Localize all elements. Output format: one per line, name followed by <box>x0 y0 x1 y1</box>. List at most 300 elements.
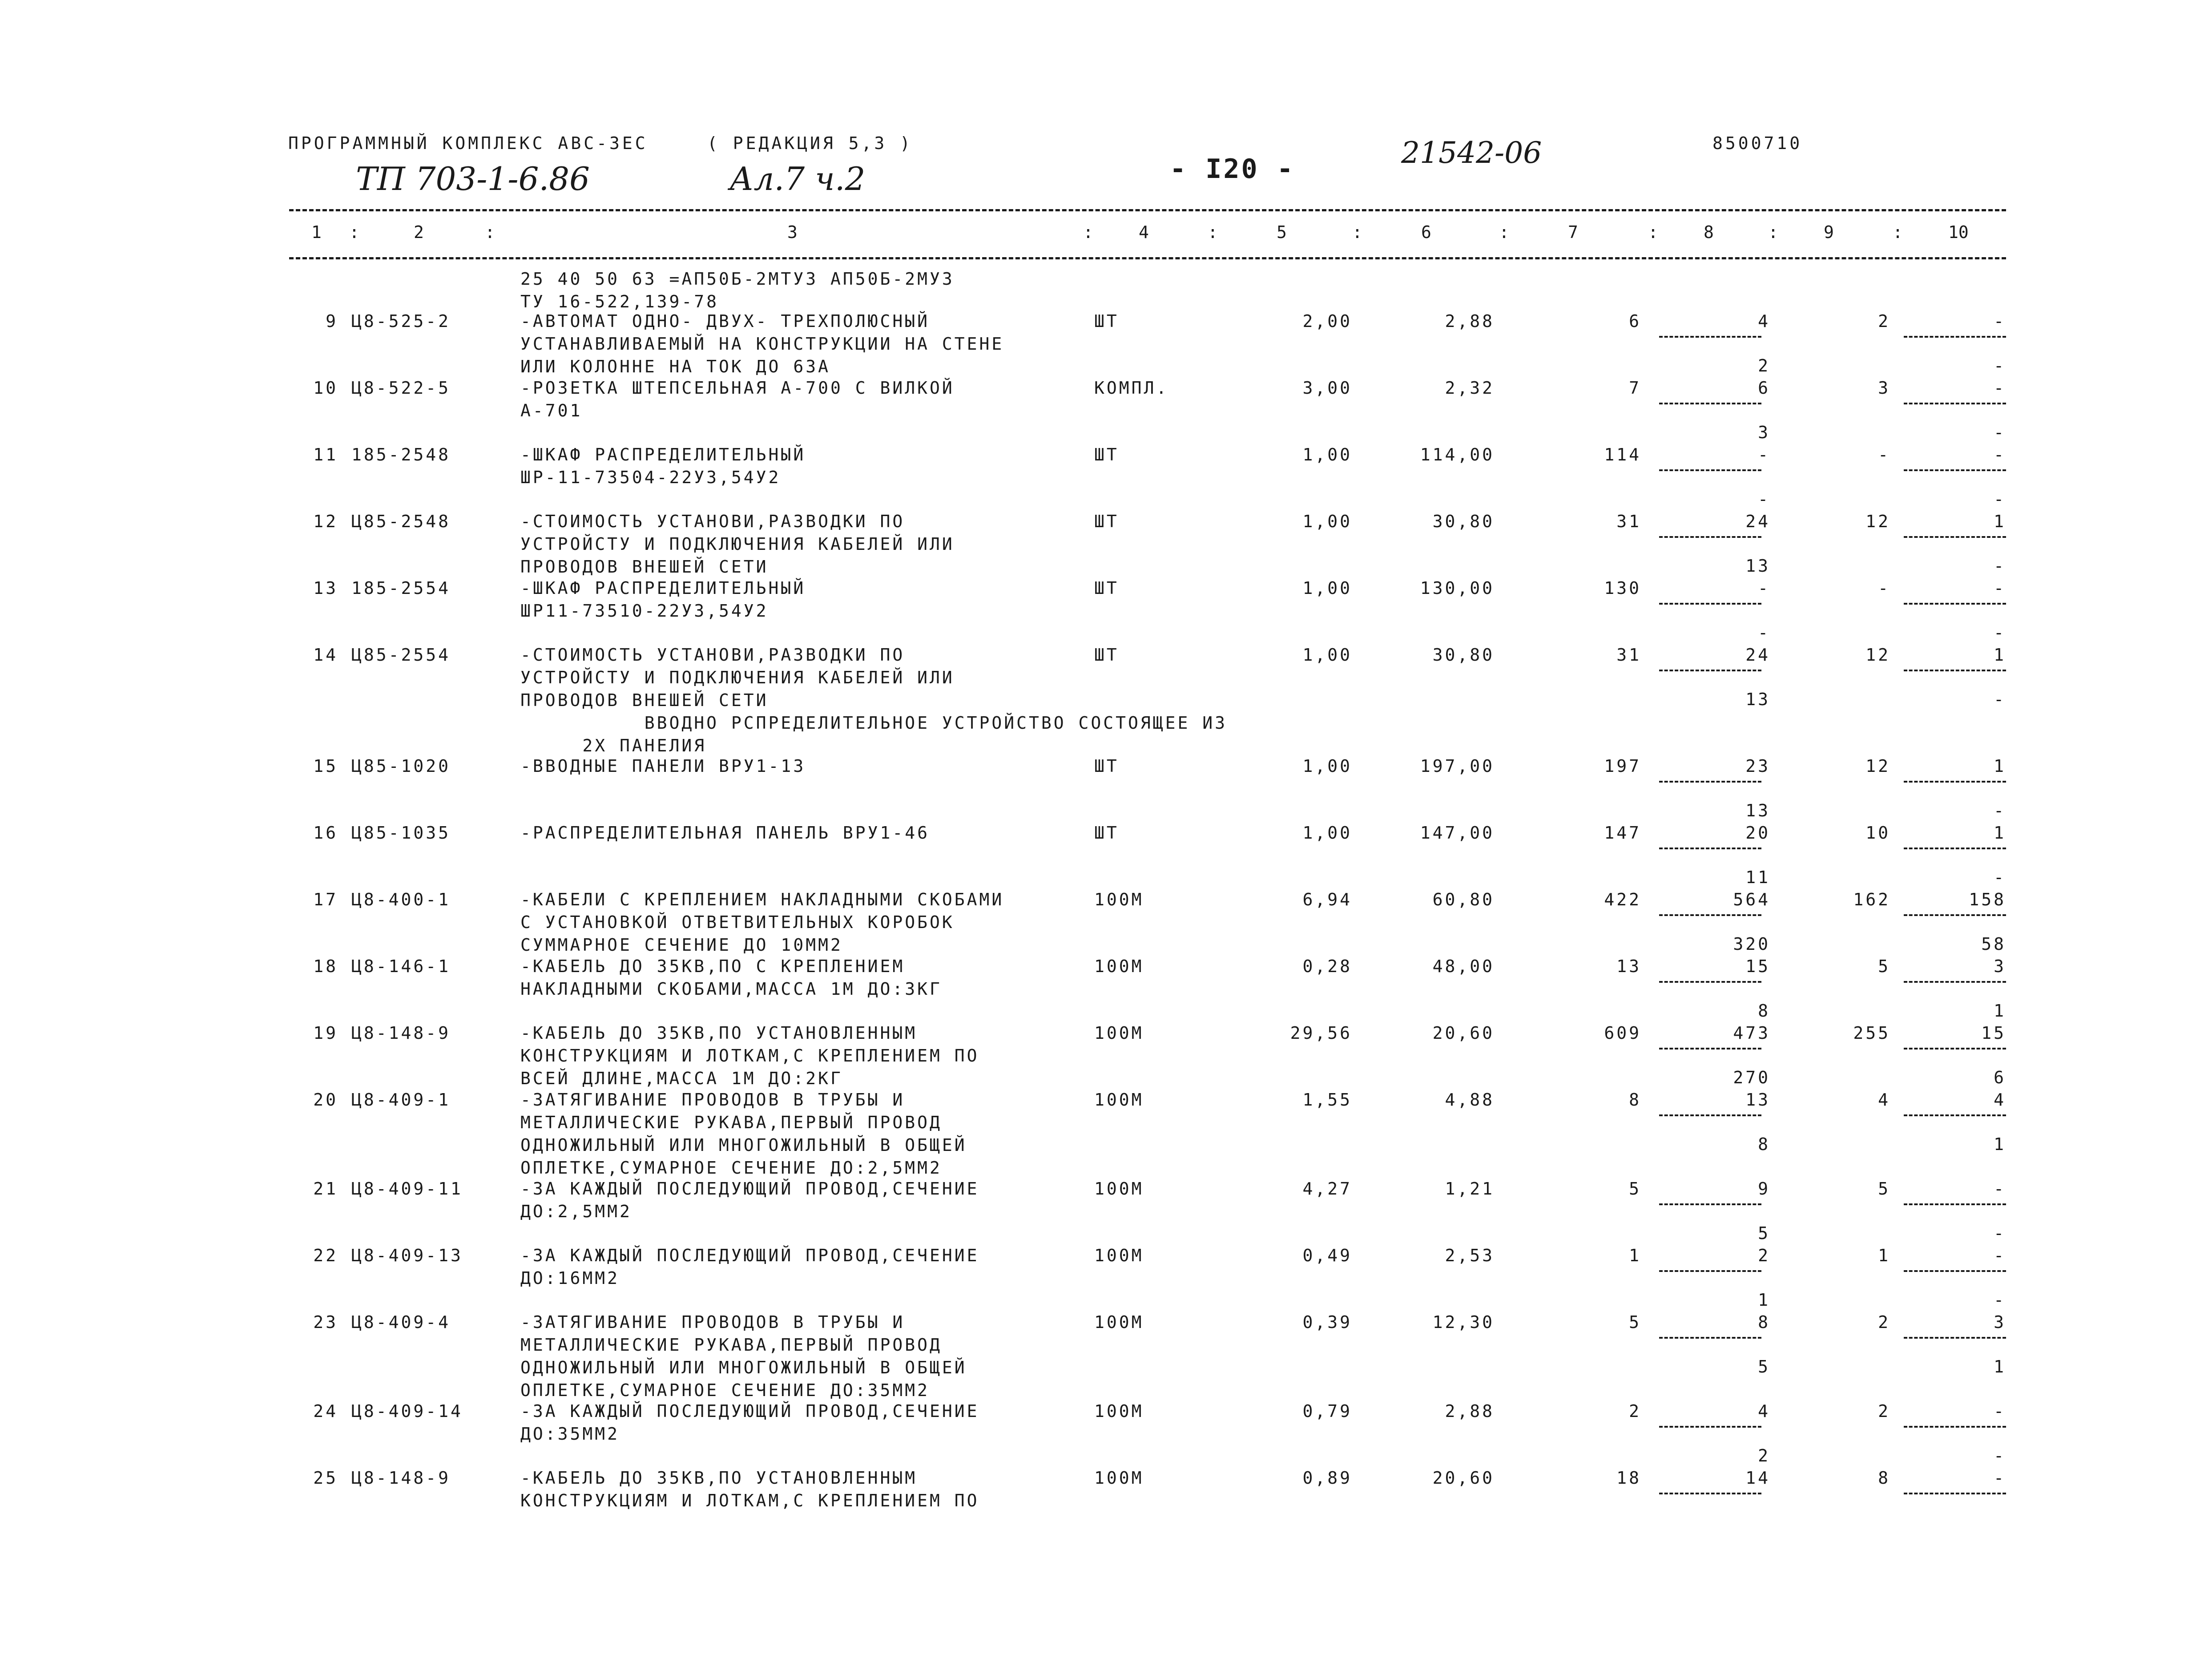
work-description: А-701 <box>520 401 583 420</box>
row-number: 16 <box>313 823 338 843</box>
quantity: 0,89 <box>1302 1468 1352 1488</box>
unit: 100М <box>1094 1090 1144 1110</box>
norm-code: Ц8-148-9 <box>351 1468 451 1488</box>
row-number: 13 <box>313 578 338 598</box>
work-description: ОДНОЖИЛЬНЫЙ ИЛИ МНОГОЖИЛЬНЫЙ В ОБЩЕЙ <box>520 1358 967 1377</box>
machine-labor-cost: 1 <box>1994 823 2006 843</box>
work-description: НАКЛАДНЫМИ СКОБАМИ,МАССА 1М ДО:3КГ <box>520 979 942 999</box>
work-description: -КАБЕЛЬ ДО 35КВ,ПО С КРЕПЛЕНИЕМ <box>520 957 905 976</box>
norm-code: Ц8-409-14 <box>351 1401 463 1421</box>
labor-wage-cost: 13 <box>1745 801 1770 820</box>
table-row <box>0 1023 2212 1088</box>
work-description: -ЗА КАЖДЫЙ ПОСЛЕДУЮЩИЙ ПРОВОД,СЕЧЕНИЕ <box>520 1246 979 1265</box>
work-description: УСТРОЙСТУ И ПОДКЛЮЧЕНИЯ КАБЕЛЕЙ ИЛИ <box>520 668 955 687</box>
row-number: 15 <box>313 756 338 776</box>
quantity: 0,39 <box>1302 1312 1352 1332</box>
machine-wage-cost: - <box>1994 1446 2006 1465</box>
header-bottom-rule <box>289 257 2006 259</box>
labor-wage-cost: 11 <box>1745 868 1770 887</box>
norm-code: Ц8-409-1 <box>351 1090 451 1110</box>
row-number: 10 <box>313 378 338 398</box>
total-cost: 130 <box>1604 578 1641 598</box>
row-number: 18 <box>313 957 338 976</box>
album-handwritten: Ал.7 ч.2 <box>729 160 866 198</box>
quantity: 1,55 <box>1302 1090 1352 1110</box>
cell-rule <box>1904 1337 2006 1339</box>
machine-labor-cost: - <box>1994 1468 2006 1488</box>
row-number: 24 <box>313 1401 338 1421</box>
unit-price: 2,53 <box>1445 1246 1495 1265</box>
machine-cost: 2 <box>1878 1401 1890 1421</box>
labor-cost: 473 <box>1733 1023 1770 1043</box>
quantity: 1,00 <box>1302 823 1352 843</box>
work-description: ДО:2,5ММ2 <box>520 1202 632 1221</box>
table-row <box>0 1246 2212 1310</box>
cell-rule <box>1659 781 1761 783</box>
column-separator: : <box>485 222 495 242</box>
cell-rule <box>1904 1270 2006 1272</box>
row-number: 25 <box>313 1468 338 1488</box>
row-number: 21 <box>313 1179 338 1199</box>
row-number: 20 <box>313 1090 338 1110</box>
work-description: -СТОИМОСТЬ УСТАНОВИ,РАЗВОДКИ ПО <box>520 512 905 531</box>
norm-code: Ц8-148-9 <box>351 1023 451 1043</box>
quantity: 1,00 <box>1302 445 1352 464</box>
labor-cost: 6 <box>1758 378 1770 398</box>
machine-labor-cost: - <box>1994 1179 2006 1199</box>
machine-wage-cost: - <box>1994 690 2006 709</box>
quantity: 1,00 <box>1302 645 1352 665</box>
norm-code: Ц85-2554 <box>351 645 451 665</box>
labor-wage-cost: 8 <box>1758 1134 1770 1154</box>
unit: 100М <box>1094 1401 1144 1421</box>
quantity: 0,49 <box>1302 1246 1352 1265</box>
table-row <box>0 1468 2212 1510</box>
cell-rule <box>1659 1048 1761 1049</box>
cell-rule <box>1904 469 2006 471</box>
labor-cost: 564 <box>1733 890 1770 909</box>
labor-wage-cost: 270 <box>1733 1068 1770 1087</box>
machine-cost: 1 <box>1878 1246 1890 1265</box>
column-separator: : <box>1768 222 1778 242</box>
work-description: КОНСТРУКЦИЯМ И ЛОТКАМ,С КРЕПЛЕНИЕМ ПО <box>520 1046 979 1066</box>
cell-rule <box>1659 1114 1761 1116</box>
labor-cost: 8 <box>1758 1312 1770 1332</box>
table-row <box>0 445 2212 509</box>
labor-wage-cost: 13 <box>1745 690 1770 709</box>
labor-wage-cost: 320 <box>1733 934 1770 954</box>
work-description: ПРОВОДОВ ВНЕШЕЙ СЕТИ <box>520 557 769 577</box>
doc-number-handwritten: 21542-06 <box>1401 136 1542 170</box>
total-cost: 18 <box>1616 1468 1641 1488</box>
unit: ШТ <box>1094 512 1119 531</box>
work-description: ВСЕЙ ДЛИНЕ,МАССА 1М ДО:2КГ <box>520 1069 843 1088</box>
machine-wage-cost: - <box>1994 356 2006 375</box>
total-cost: 1 <box>1629 1246 1641 1265</box>
unit: ШТ <box>1094 823 1119 843</box>
machine-labor-cost: - <box>1994 445 2006 464</box>
unit: 100М <box>1094 1246 1144 1265</box>
cell-rule <box>1904 1493 2006 1494</box>
edition-label: ( РЕДАКЦИЯ 5,3 ) <box>707 133 913 153</box>
machine-cost: 5 <box>1878 1179 1890 1199</box>
row-number: 17 <box>313 890 338 909</box>
work-description: -КАБЕЛЬ ДО 35КВ,ПО УСТАНОВЛЕННЫМ <box>520 1023 918 1043</box>
labor-wage-cost: 2 <box>1758 356 1770 375</box>
cell-rule <box>1659 403 1761 404</box>
unit: 100М <box>1094 957 1144 976</box>
cell-rule <box>1659 1270 1761 1272</box>
work-description: -КАБЕЛЬ ДО 35КВ,ПО УСТАНОВЛЕННЫМ <box>520 1468 918 1488</box>
labor-wage-cost: 8 <box>1758 1001 1770 1021</box>
machine-labor-cost: - <box>1994 311 2006 331</box>
table-row <box>0 645 2212 755</box>
total-cost: 31 <box>1616 645 1641 665</box>
machine-wage-cost: - <box>1994 489 2006 509</box>
work-description: УСТРОЙСТУ И ПОДКЛЮЧЕНИЯ КАБЕЛЕЙ ИЛИ <box>520 534 955 554</box>
total-cost: 422 <box>1604 890 1641 909</box>
column-separator: : <box>349 222 359 242</box>
unit-price: 30,80 <box>1432 645 1495 665</box>
machine-wage-cost: - <box>1994 801 2006 820</box>
labor-wage-cost: 2 <box>1758 1446 1770 1465</box>
machine-labor-cost: 1 <box>1994 512 2006 531</box>
machine-labor-cost: - <box>1994 578 2006 598</box>
machine-cost: 162 <box>1853 890 1890 909</box>
table-row <box>0 1401 2212 1465</box>
work-description: 2Х ПАНЕЛИЯ <box>520 736 707 755</box>
norm-code: Ц85-1035 <box>351 823 451 843</box>
column-number: 3 <box>787 222 798 242</box>
cell-rule <box>1904 1203 2006 1205</box>
row-number: 9 <box>326 311 338 331</box>
machine-cost: 5 <box>1878 957 1890 976</box>
row-number: 11 <box>313 445 338 464</box>
work-description: ТУ 16-522,139-78 <box>520 292 719 311</box>
column-separator: : <box>1648 222 1658 242</box>
quantity: 0,28 <box>1302 957 1352 976</box>
unit-price: 30,80 <box>1432 512 1495 531</box>
machine-cost: 12 <box>1865 512 1890 531</box>
machine-wage-cost: 58 <box>1981 934 2006 954</box>
program-title: ПРОГРАММНЫЙ КОМПЛЕКС АВС-3ЕС <box>288 133 648 153</box>
header-top-rule <box>289 209 2006 211</box>
quantity: 1,00 <box>1302 512 1352 531</box>
column-number: 1 <box>311 222 322 242</box>
total-cost: 7 <box>1629 378 1641 398</box>
work-description: -РОЗЕТКА ШТЕПСЕЛЬНАЯ А-700 С ВИЛКОЙ <box>520 378 955 398</box>
total-cost: 2 <box>1629 1401 1641 1421</box>
work-description: -ШКАФ РАСПРЕДЕЛИТЕЛЬНЫЙ <box>520 578 806 598</box>
norm-code: Ц85-1020 <box>351 756 451 776</box>
row-number: 14 <box>313 645 338 665</box>
total-cost: 5 <box>1629 1179 1641 1199</box>
machine-cost: 2 <box>1878 311 1890 331</box>
machine-labor-cost: 4 <box>1994 1090 2006 1110</box>
cell-rule <box>1659 1426 1761 1428</box>
labor-cost: 13 <box>1745 1090 1770 1110</box>
unit-price: 2,32 <box>1445 378 1495 398</box>
machine-labor-cost: 3 <box>1994 1312 2006 1332</box>
norm-code: Ц8-409-13 <box>351 1246 463 1265</box>
quantity: 6,94 <box>1302 890 1352 909</box>
cell-rule <box>1904 1426 2006 1428</box>
column-number: 8 <box>1704 222 1714 242</box>
norm-code: Ц8-409-11 <box>351 1179 463 1199</box>
unit-price: 4,88 <box>1445 1090 1495 1110</box>
unit-price: 48,00 <box>1432 957 1495 976</box>
cell-rule <box>1904 403 2006 404</box>
quantity: 2,00 <box>1302 311 1352 331</box>
cell-rule <box>1904 981 2006 983</box>
cell-rule <box>1904 914 2006 916</box>
machine-cost: 8 <box>1878 1468 1890 1488</box>
quantity: 4,27 <box>1302 1179 1352 1199</box>
row-number: 12 <box>313 512 338 531</box>
table-row <box>0 957 2212 1021</box>
labor-cost: 4 <box>1758 1401 1770 1421</box>
cell-rule <box>1659 670 1761 671</box>
machine-labor-cost: 1 <box>1994 756 2006 776</box>
labor-cost: 24 <box>1745 645 1770 665</box>
machine-labor-cost: - <box>1994 1246 2006 1265</box>
norm-code: Ц8-522-5 <box>351 378 451 398</box>
labor-wage-cost: 13 <box>1745 556 1770 576</box>
work-description: МЕТАЛЛИЧЕСКИЕ РУКАВА,ПЕРВЫЙ ПРОВОД <box>520 1335 942 1355</box>
total-cost: 609 <box>1604 1023 1641 1043</box>
work-description: ШР11-73510-22У3,54У2 <box>520 601 769 621</box>
work-description: -ЗАТЯГИВАНИЕ ПРОВОДОВ В ТРУБЫ И <box>520 1090 905 1110</box>
column-separator: : <box>1499 222 1509 242</box>
work-description: ОДНОЖИЛЬНЫЙ ИЛИ МНОГОЖИЛЬНЫЙ В ОБЩЕЙ <box>520 1135 967 1155</box>
table-row <box>0 1090 2212 1178</box>
labor-cost: 24 <box>1745 512 1770 531</box>
machine-labor-cost: 1 <box>1994 645 2006 665</box>
cell-rule <box>1659 1493 1761 1494</box>
machine-wage-cost: 1 <box>1994 1357 2006 1376</box>
row-number: 19 <box>313 1023 338 1043</box>
row-number: 22 <box>313 1246 338 1265</box>
unit-price: 60,80 <box>1432 890 1495 909</box>
labor-cost: 2 <box>1758 1246 1770 1265</box>
work-description: ДО:16ММ2 <box>520 1268 620 1288</box>
unit: 100М <box>1094 1312 1144 1332</box>
unit-price: 2,88 <box>1445 311 1495 331</box>
labor-cost: 4 <box>1758 311 1770 331</box>
machine-wage-cost: 1 <box>1994 1001 2006 1021</box>
cell-rule <box>1659 469 1761 471</box>
table-row <box>0 269 2212 311</box>
column-separator: : <box>1083 222 1093 242</box>
quantity: 1,00 <box>1302 578 1352 598</box>
unit-price: 20,60 <box>1432 1468 1495 1488</box>
norm-code: 185-2554 <box>351 578 451 598</box>
unit-price: 20,60 <box>1432 1023 1495 1043</box>
unit: ШТ <box>1094 645 1119 665</box>
table-row <box>0 823 2212 887</box>
total-cost: 114 <box>1604 445 1641 464</box>
labor-wage-cost: - <box>1758 489 1770 509</box>
unit: 100М <box>1094 1023 1144 1043</box>
machine-wage-cost: - <box>1994 868 2006 887</box>
column-number: 7 <box>1568 222 1578 242</box>
unit-price: 147,00 <box>1420 823 1495 843</box>
column-separator: : <box>1208 222 1218 242</box>
work-description: УСТАНАВЛИВАЕМЫЙ НА КОНСТРУКЦИИ НА СТЕНЕ <box>520 334 1004 354</box>
work-description: С УСТАНОВКОЙ ОТВЕТВИТЕЛЬНЫХ КОРОБОК <box>520 912 955 932</box>
column-separator: : <box>1893 222 1903 242</box>
cell-rule <box>1904 603 2006 605</box>
machine-wage-cost: - <box>1994 1290 2006 1310</box>
page-number: - I20 - <box>1170 153 1295 185</box>
column-number: 4 <box>1139 222 1149 242</box>
work-description: -АВТОМАТ ОДНО- ДВУХ- ТРЕХПОЛЮСНЫЙ <box>520 311 930 331</box>
quantity: 1,00 <box>1302 756 1352 776</box>
column-number: 10 <box>1948 222 1969 242</box>
work-description: 25 40 50 63 =АП50Б-2МТУ3 АП50Б-2МУ3 <box>520 269 955 289</box>
cell-rule <box>1904 1114 2006 1116</box>
row-number: 23 <box>313 1312 338 1332</box>
machine-wage-cost: - <box>1994 423 2006 442</box>
total-cost: 147 <box>1604 823 1641 843</box>
labor-wage-cost: 5 <box>1758 1357 1770 1376</box>
machine-wage-cost: 1 <box>1994 1134 2006 1154</box>
total-cost: 13 <box>1616 957 1641 976</box>
norm-code: Ц8-400-1 <box>351 890 451 909</box>
norm-code: Ц85-2548 <box>351 512 451 531</box>
machine-labor-cost: - <box>1994 1401 2006 1421</box>
norm-code: Ц8-409-4 <box>351 1312 451 1332</box>
labor-wage-cost: 3 <box>1758 423 1770 442</box>
work-description: ШР-11-73504-22У3,54У2 <box>520 468 781 487</box>
doc-code: 8500710 <box>1712 133 1803 153</box>
work-description: ИЛИ КОЛОННЕ НА ТОК ДО 63А <box>520 357 830 376</box>
norm-code: Ц8-146-1 <box>351 957 451 976</box>
cell-rule <box>1659 603 1761 605</box>
work-description: МЕТАЛЛИЧЕСКИЕ РУКАВА,ПЕРВЫЙ ПРОВОД <box>520 1113 942 1132</box>
cell-rule <box>1904 1048 2006 1049</box>
unit: 100М <box>1094 1179 1144 1199</box>
cell-rule <box>1659 536 1761 538</box>
cell-rule <box>1904 848 2006 849</box>
cell-rule <box>1904 536 2006 538</box>
labor-cost: - <box>1758 445 1770 464</box>
work-description: СУММАРНОЕ СЕЧЕНИЕ ДО 10ММ2 <box>520 935 843 955</box>
machine-labor-cost: - <box>1994 378 2006 398</box>
cell-rule <box>1659 336 1761 338</box>
cell-rule <box>1659 848 1761 849</box>
unit: ШТ <box>1094 445 1119 464</box>
table-row <box>0 1312 2212 1400</box>
unit: ШТ <box>1094 578 1119 598</box>
machine-wage-cost: - <box>1994 623 2006 642</box>
quantity: 3,00 <box>1302 378 1352 398</box>
work-description: ВВОДНО РСПРЕДЕЛИТЕЛЬНОЕ УСТРОЙСТВО СОСТОЯЩЕЕ ИЗ <box>520 713 1228 733</box>
work-description: -ЗАТЯГИВАНИЕ ПРОВОДОВ В ТРУБЫ И <box>520 1312 905 1332</box>
machine-cost: 2 <box>1878 1312 1890 1332</box>
quantity: 29,56 <box>1290 1023 1352 1043</box>
work-description: ДО:35ММ2 <box>520 1424 620 1444</box>
project-code-handwritten: ТП 703-1-6.86 <box>356 160 590 198</box>
unit-price: 197,00 <box>1420 756 1495 776</box>
machine-cost: 10 <box>1865 823 1890 843</box>
labor-cost: 15 <box>1745 957 1770 976</box>
machine-wage-cost: - <box>1994 556 2006 576</box>
machine-wage-cost: 6 <box>1994 1068 2006 1087</box>
labor-wage-cost: 5 <box>1758 1223 1770 1243</box>
table-row <box>0 756 2212 820</box>
unit-price: 12,30 <box>1432 1312 1495 1332</box>
machine-labor-cost: 15 <box>1981 1023 2006 1043</box>
work-description: -КАБЕЛИ С КРЕПЛЕНИЕМ НАКЛАДНЫМИ СКОБАМИ <box>520 890 1004 909</box>
total-cost: 5 <box>1629 1312 1641 1332</box>
unit-price: 114,00 <box>1420 445 1495 464</box>
unit-price: 2,88 <box>1445 1401 1495 1421</box>
cell-rule <box>1659 1203 1761 1205</box>
norm-code: 185-2548 <box>351 445 451 464</box>
machine-cost: 3 <box>1878 378 1890 398</box>
labor-cost: - <box>1758 578 1770 598</box>
work-description: -ЗА КАЖДЫЙ ПОСЛЕДУЮЩИЙ ПРОВОД,СЕЧЕНИЕ <box>520 1401 979 1421</box>
machine-labor-cost: 3 <box>1994 957 2006 976</box>
machine-labor-cost: 158 <box>1969 890 2006 909</box>
table-row <box>0 512 2212 577</box>
cell-rule <box>1904 670 2006 671</box>
labor-wage-cost: - <box>1758 623 1770 642</box>
labor-cost: 20 <box>1745 823 1770 843</box>
cell-rule <box>1659 914 1761 916</box>
norm-code: Ц8-525-2 <box>351 311 451 331</box>
work-description: ПРОВОДОВ ВНЕШЕЙ СЕТИ <box>520 690 769 710</box>
work-description: -СТОИМОСТЬ УСТАНОВИ,РАЗВОДКИ ПО <box>520 645 905 665</box>
total-cost: 31 <box>1616 512 1641 531</box>
unit: ШТ <box>1094 311 1119 331</box>
machine-cost: 4 <box>1878 1090 1890 1110</box>
unit-price: 130,00 <box>1420 578 1495 598</box>
work-description: КОНСТРУКЦИЯМ И ЛОТКАМ,С КРЕПЛЕНИЕМ ПО <box>520 1491 979 1510</box>
machine-cost: - <box>1878 445 1890 464</box>
machine-cost: - <box>1878 578 1890 598</box>
table-row <box>0 311 2212 376</box>
work-description: -ЗА КАЖДЫЙ ПОСЛЕДУЮЩИЙ ПРОВОД,СЕЧЕНИЕ <box>520 1179 979 1199</box>
labor-cost: 14 <box>1745 1468 1770 1488</box>
unit: ШТ <box>1094 756 1119 776</box>
total-cost: 6 <box>1629 311 1641 331</box>
labor-wage-cost: 1 <box>1758 1290 1770 1310</box>
machine-cost: 12 <box>1865 756 1890 776</box>
unit: 100М <box>1094 890 1144 909</box>
labor-cost: 9 <box>1758 1179 1770 1199</box>
table-row <box>0 378 2212 442</box>
work-description: -ШКАФ РАСПРЕДЕЛИТЕЛЬНЫЙ <box>520 445 806 464</box>
total-cost: 8 <box>1629 1090 1641 1110</box>
cell-rule <box>1904 336 2006 338</box>
column-number: 2 <box>414 222 424 242</box>
column-number: 9 <box>1824 222 1834 242</box>
column-separator: : <box>1352 222 1362 242</box>
machine-cost: 255 <box>1853 1023 1890 1043</box>
unit: 100М <box>1094 1468 1144 1488</box>
cell-rule <box>1659 1337 1761 1339</box>
work-description: -РАСПРЕДЕЛИТЕЛЬНАЯ ПАНЕЛЬ ВРУ1-46 <box>520 823 930 843</box>
cell-rule <box>1904 781 2006 783</box>
quantity: 0,79 <box>1302 1401 1352 1421</box>
work-description: ОПЛЕТКЕ,СУМАРНОЕ СЕЧЕНИЕ ДО:2,5ММ2 <box>520 1158 942 1178</box>
machine-wage-cost: - <box>1994 1223 2006 1243</box>
table-row <box>0 578 2212 642</box>
column-number: 6 <box>1421 222 1431 242</box>
work-description: ОПЛЕТКЕ,СУМАРНОЕ СЕЧЕНИЕ ДО:35ММ2 <box>520 1380 930 1400</box>
